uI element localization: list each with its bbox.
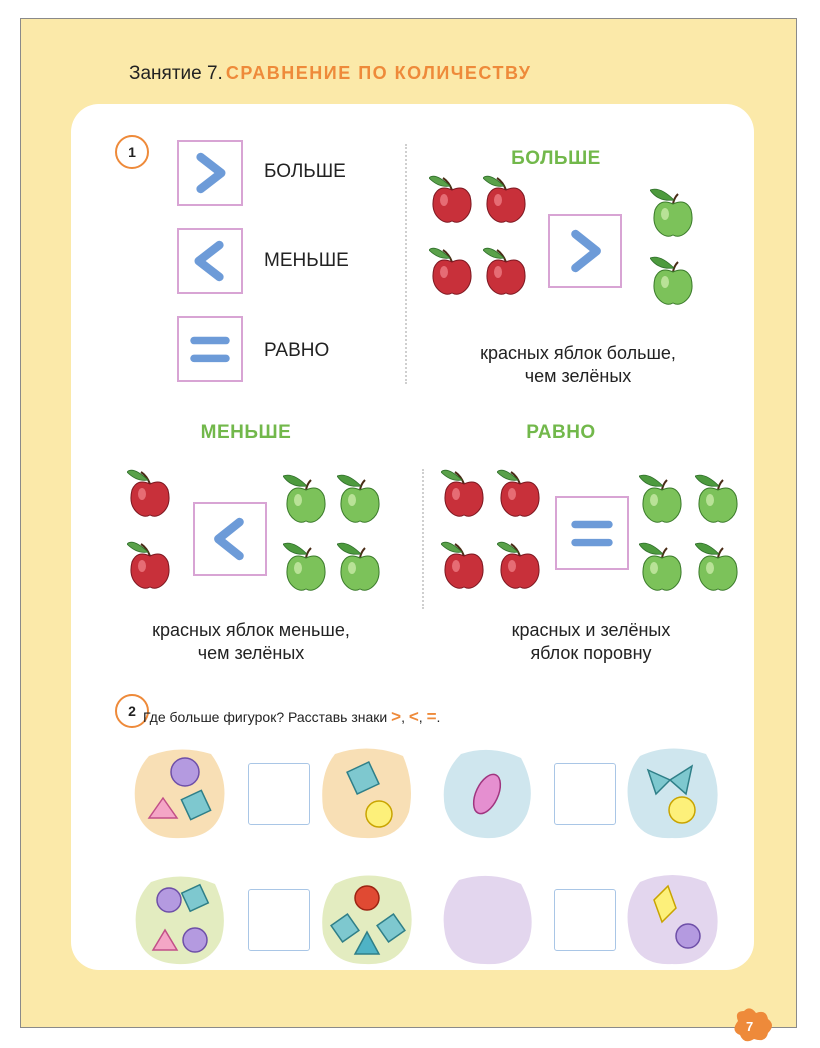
red-apple-icon (441, 468, 487, 518)
equal-example-caption (466, 619, 716, 665)
lesson-prefix: Занятие 7. (129, 63, 223, 84)
task-2-number: 2 (115, 694, 149, 728)
greater-than-sign-box (177, 140, 243, 206)
green-apple-icon (639, 474, 685, 524)
shape-group-1-right (321, 748, 413, 840)
shape-group-icon (321, 874, 413, 966)
equals-sign-box (177, 316, 243, 382)
equal-sign-glyph: = (426, 707, 437, 726)
caption-line: чем зелёных (524, 366, 632, 386)
greater-label: БОЛЬШЕ (264, 161, 346, 182)
shape-group-icon (133, 874, 225, 966)
caption-line: красных яблок меньше, (152, 620, 350, 640)
workbook-page (20, 18, 797, 1034)
shape-group-icon (133, 748, 225, 840)
less-than-sign-icon (179, 230, 241, 292)
green-apple-icon (283, 474, 329, 524)
less-label: МЕНЬШЕ (264, 250, 349, 271)
greater-sign-glyph: > (391, 707, 402, 726)
answer-box-4[interactable] (554, 889, 616, 951)
less-than-sign-box (177, 228, 243, 294)
divider-bottom (422, 469, 424, 609)
green-apple-icon (337, 542, 383, 592)
less-example-sign (193, 502, 267, 576)
shape-group-4-right (626, 874, 718, 966)
greater-example-sign (548, 214, 622, 288)
green-apple-icon (283, 542, 329, 592)
greater-than-sign-icon (179, 142, 241, 204)
answer-box-1[interactable] (248, 763, 310, 825)
shape-group-icon (626, 874, 718, 966)
caption-line: красных яблок больше, (480, 343, 676, 363)
red-apple-icon (127, 468, 173, 518)
less-example-title: МЕНЬШЕ (200, 422, 292, 443)
page-number: 7 (746, 1019, 754, 1034)
lesson-topic: СРАВНЕНИЕ ПО КОЛИЧЕСТВУ (225, 63, 532, 83)
shape-group-1-left (133, 748, 225, 840)
page-number-badge (730, 1007, 774, 1043)
red-apple-icon (483, 246, 529, 296)
equals-sign-icon (557, 498, 627, 568)
instruction-text: Где больше фигурок? Расставь знаки (143, 709, 388, 725)
answer-box-3[interactable] (248, 889, 310, 951)
greater-example-title: БОЛЬШЕ (511, 148, 601, 169)
red-apple-icon (483, 174, 529, 224)
less-example-caption (121, 619, 381, 665)
less-than-sign-icon (195, 504, 265, 574)
green-apple-icon (337, 474, 383, 524)
red-apple-icon (497, 540, 543, 590)
red-apple-icon (429, 174, 475, 224)
shape-group-3-right (321, 874, 413, 966)
shape-group-icon (441, 748, 533, 840)
green-apple-icon (695, 542, 741, 592)
green-apple-icon (695, 474, 741, 524)
answer-box-2[interactable] (554, 763, 616, 825)
shape-group-2-right (626, 748, 718, 840)
caption-line: чем зелёных (197, 643, 305, 663)
green-apple-icon (650, 256, 696, 306)
greater-than-sign-icon (550, 216, 620, 286)
caption-line: красных и зелёных (511, 620, 671, 640)
green-apple-icon (639, 542, 685, 592)
task-1-number: 1 (115, 135, 149, 169)
shape-group-icon (626, 748, 718, 840)
shape-group-2-left (441, 748, 533, 840)
divider-top (405, 144, 407, 384)
red-apple-icon (429, 246, 475, 296)
less-sign-glyph: < (408, 707, 419, 726)
shape-group-icon (441, 874, 533, 966)
red-apple-icon (497, 468, 543, 518)
shape-group-4-left (441, 874, 533, 966)
red-apple-icon (127, 540, 173, 590)
green-apple-icon (650, 188, 696, 238)
greater-example-caption (433, 342, 723, 388)
lesson-title (129, 63, 531, 85)
equal-label: РАВНО (264, 340, 330, 361)
shape-group-icon (321, 748, 413, 840)
task-2-instruction: Где больше фигурок? Расставь знаки >, <, =. (143, 707, 441, 726)
equal-example-title: РАВНО (526, 422, 596, 443)
equals-sign-icon (179, 318, 241, 380)
red-apple-icon (441, 540, 487, 590)
equal-example-sign (555, 496, 629, 570)
exercise-card (71, 104, 754, 970)
shape-group-3-left (133, 874, 225, 966)
caption-line: яблок поровну (530, 643, 652, 663)
